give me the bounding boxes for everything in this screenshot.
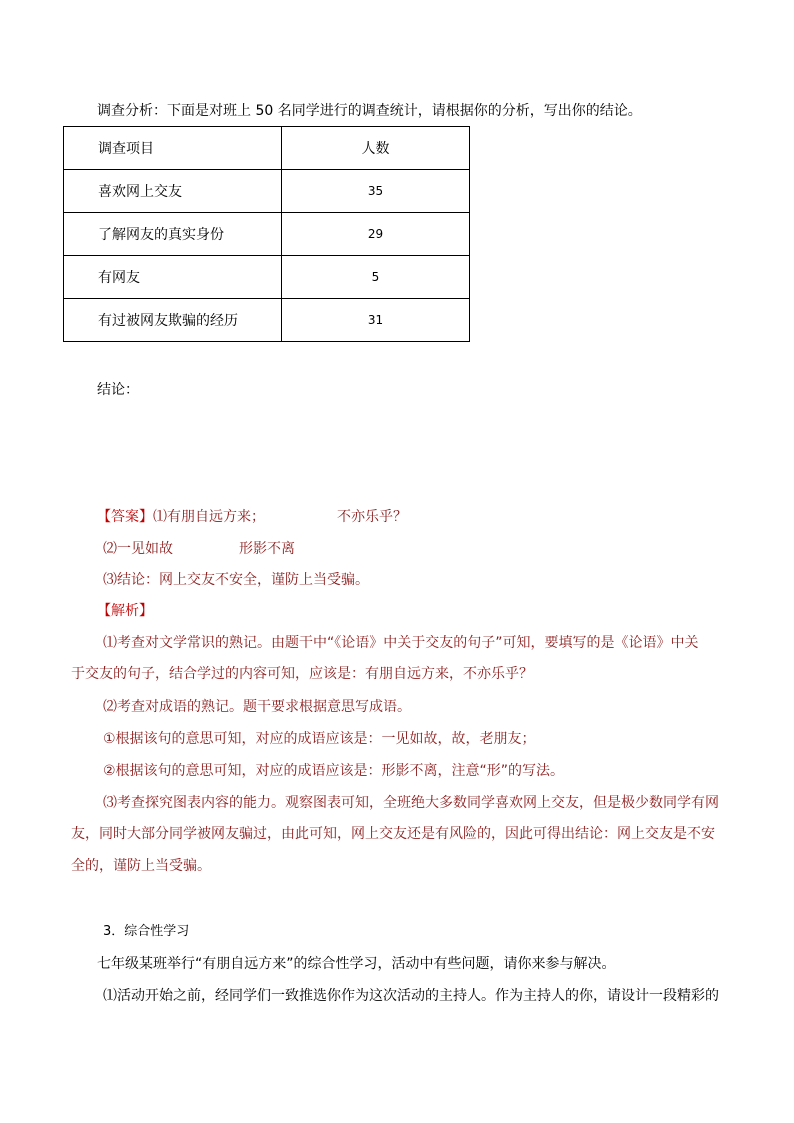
analysis-line: ⑶考查探究图表内容的能力。观察图表可知，全班绝大多数同学喜欢网上交友，但是极少数同学有网 (103, 795, 719, 811)
row-item: 了解网友的真实身份 (64, 213, 282, 256)
table-row (64, 256, 470, 299)
table-row (64, 170, 470, 213)
table-row (64, 299, 470, 342)
analysis-line: ①根据该句的意思可知，对应的成语应该是：一见如故，故，老朋友； (103, 731, 536, 747)
section-3-line-2: ⑴活动开始之前，经同学们一致推选你作为这次活动的主持人。作为主持人的你，请设计一段精彩的 (103, 988, 719, 1004)
table-header-row (64, 127, 470, 170)
table-row (64, 213, 470, 256)
row-item: 有网友 (64, 256, 282, 299)
row-count: 5 (282, 256, 470, 299)
conclusion-label: 结论： (97, 382, 139, 398)
answer-2a: ⑵一见如故 (103, 541, 173, 557)
analysis-line: 于交友的句子，结合学过的内容可知，应该是：有朋自远方来，不亦乐乎？ (71, 666, 533, 682)
survey-table (63, 126, 470, 342)
survey-intro: 调查分析：下面是对班上 50 名同学进行的调查统计，请根据你的分析，写出你的结论。 (97, 103, 642, 119)
answer-line-1 (97, 507, 265, 527)
section-3-line-1: 七年级某班举行“有朋自远方来”的综合性学习，活动中有些问题，请你来参与解决。 (97, 956, 616, 972)
row-count: 31 (282, 299, 470, 342)
header-count: 人数 (282, 127, 470, 170)
answer-1a: ⑴有朋自远方来； (153, 509, 265, 525)
answer-2b: 形影不离 (239, 541, 295, 557)
row-count: 29 (282, 213, 470, 256)
analysis-tag: 【解析】 (97, 603, 153, 619)
row-count: 35 (282, 170, 470, 213)
analysis-line: ⑴考查对文学常识的熟记。由题干中“《论语》中关于交友的句子”可知，要填写的是《论语》中关 (103, 635, 699, 651)
answer-3: ⑶结论：网上交友不安全，谨防上当受骗。 (103, 572, 369, 588)
analysis-line: ⑵考查对成语的熟记。题干要求根据意思写成语。 (103, 699, 411, 715)
section-3-title: 3．综合性学习 (103, 924, 190, 939)
answer-tag: 【答案】 (97, 509, 153, 525)
analysis-line: 友，同时大部分同学被网友骗过，由此可知，网上交友还是有风险的，因此可得出结论：网上交友是不安 (71, 826, 715, 842)
row-item: 喜欢网上交友 (64, 170, 282, 213)
analysis-line: ②根据该句的意思可知，对应的成语应该是：形影不离，注意“形”的写法。 (103, 763, 565, 779)
analysis-line: 全的，谨防上当受骗。 (71, 858, 211, 874)
answer-1b: 不亦乐乎？ (337, 509, 407, 525)
row-item: 有过被网友欺骗的经历 (64, 299, 282, 342)
header-item: 调查项目 (64, 127, 282, 170)
